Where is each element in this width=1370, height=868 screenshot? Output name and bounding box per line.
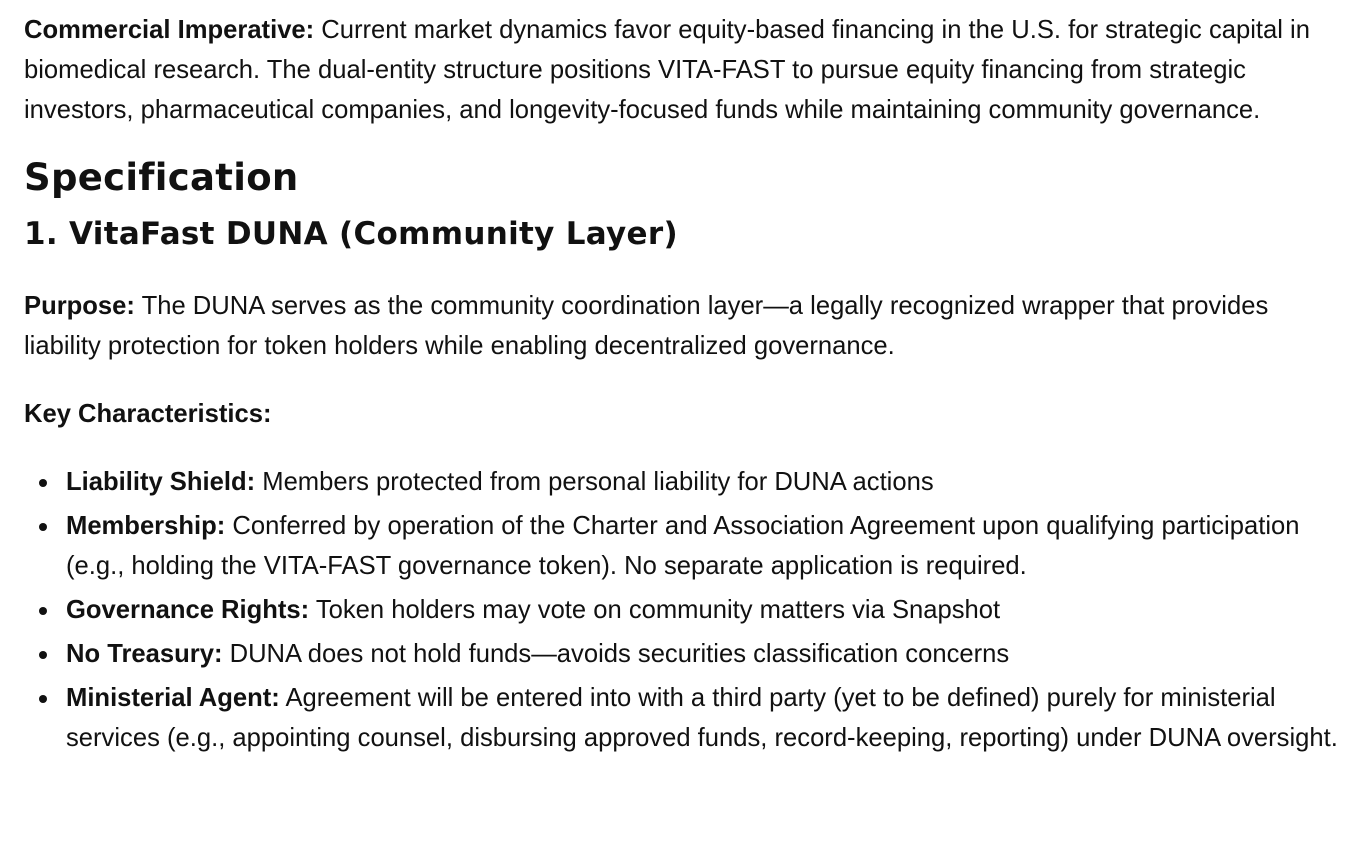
list-item-membership (66, 506, 1346, 586)
list-item-label: Governance Rights: (66, 596, 310, 624)
list-item-text: Conferred by operation of the Charter and Association Agreement upon qualifying participation (e.g., holding the VITA-FAST governance token). No separate application is required. (66, 512, 1300, 580)
bullet-icon (39, 607, 47, 615)
purpose-label: Purpose: (24, 292, 135, 320)
list-item-liability-shield (66, 462, 1346, 502)
commercial-imperative-paragraph (24, 10, 1346, 130)
bullet-icon (39, 695, 47, 703)
purpose-paragraph (24, 286, 1346, 366)
key-characteristics-list (24, 462, 1346, 758)
bullet-icon (39, 651, 47, 659)
section-1-heading: 1. VitaFast DUNA (Community Layer) (24, 216, 678, 252)
list-item-text: DUNA does not hold funds—avoids securities classification concerns (222, 640, 1010, 668)
list-item-label: No Treasury: (66, 640, 223, 668)
list-item-text: Token holders may vote on community matters via Snapshot (309, 596, 1001, 624)
list-item-no-treasury (66, 634, 1346, 674)
list-item-governance-rights (66, 590, 1346, 630)
key-characteristics-label: Key Characteristics: (24, 400, 272, 428)
purpose-text: The DUNA serves as the community coordination layer—a legally recognized wrapper that provides liability protection for token holders while enabling decentralized governance. (24, 292, 1269, 360)
list-item-label: Liability Shield: (66, 468, 256, 496)
bullet-icon (39, 479, 47, 487)
commercial-imperative-text: Current market dynamics favor equity-based financing in the U.S. for strategic capital in biomedical research. The dual-entity structure positions VITA-FAST to pursue equity financing from strategic investors, pharmaceutical companies, and longevity-focused funds while maintaining community governance. (24, 16, 1310, 124)
list-item-ministerial-agent (66, 678, 1346, 758)
bullet-icon (39, 523, 47, 531)
list-item-text: Agreement will be entered into with a third party (yet to be defined) purely for ministerial services (e.g., appointing counsel, disbursing approved funds, record-keeping, reporting) under DUNA oversight. (66, 684, 1338, 752)
key-characteristics-heading (24, 394, 1346, 434)
list-item-label: Membership: (66, 512, 226, 540)
list-item-text: Members protected from personal liability for DUNA actions (255, 468, 934, 496)
list-item-label: Ministerial Agent: (66, 684, 280, 712)
specification-heading: Specification (24, 156, 299, 199)
commercial-imperative-label: Commercial Imperative: (24, 16, 315, 44)
